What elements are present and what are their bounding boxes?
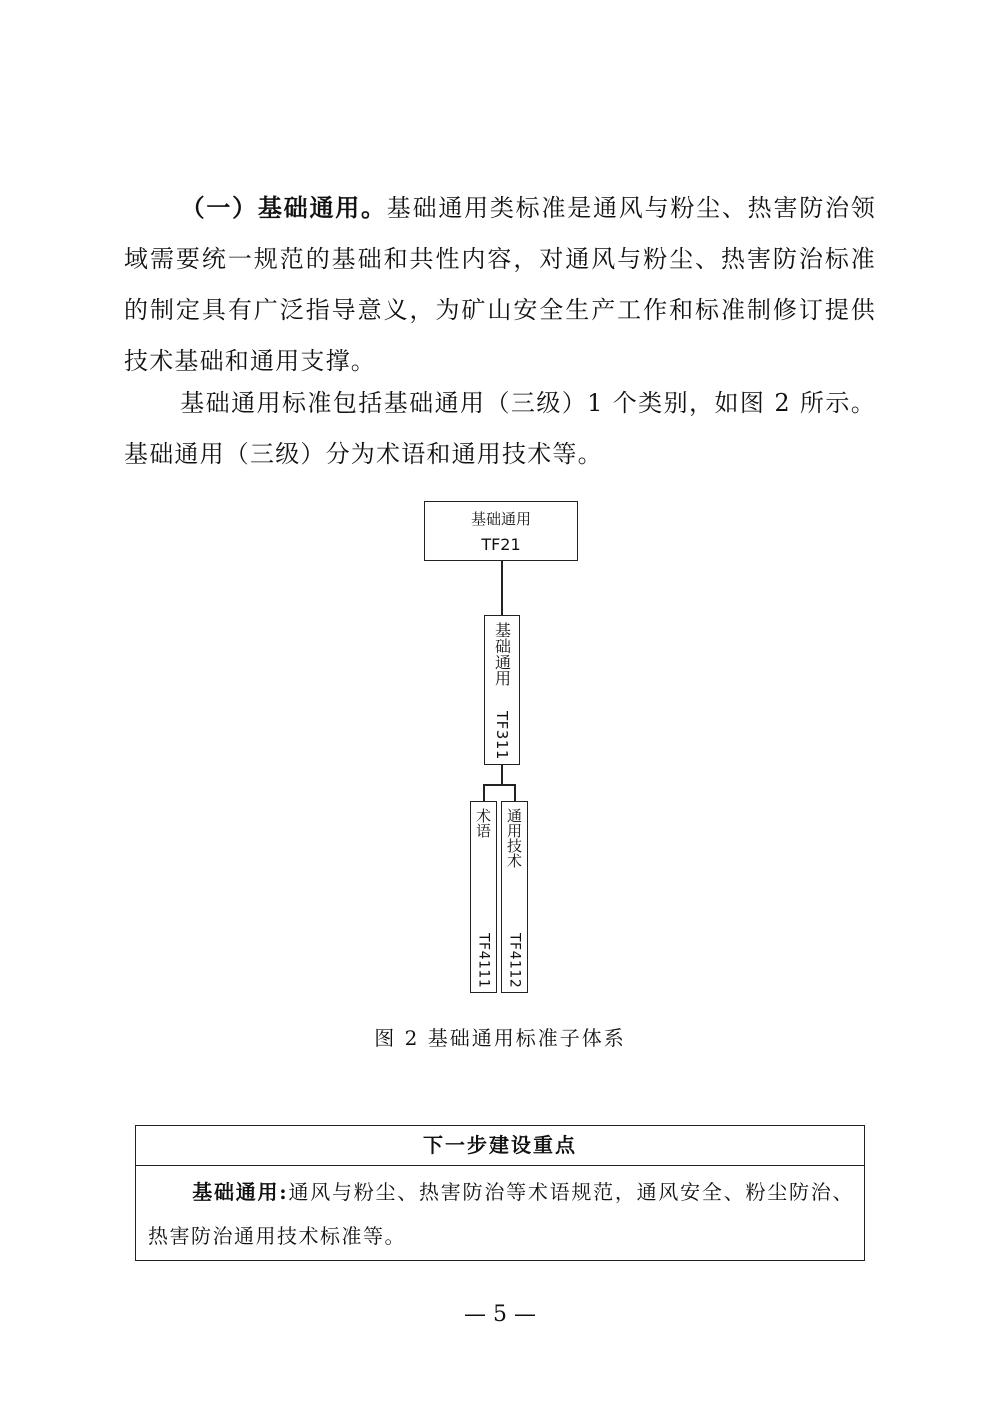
categories-text: 基础通用标准包括基础通用（三级）1 个类别，如图 2 所示。基础通用（三级）分为术语和通用技术等。 <box>124 389 876 468</box>
connector-to-leaf1 <box>483 784 485 801</box>
diagram-leaf-general-technology <box>501 801 528 993</box>
page-number: — 5 — <box>464 1302 536 1327</box>
connector-level3-down <box>501 765 503 785</box>
paragraph-basic-general-intro <box>124 182 876 387</box>
root-node-name: 基础通用 <box>470 510 531 528</box>
connector-horizontal-bar <box>483 784 515 786</box>
focus-box-text: 通风与粉尘、热害防治等术语规范，通风安全、粉尘防治、热害防治通用技术标准等。 <box>148 1180 855 1248</box>
level3-node-code: TF311 <box>493 711 511 760</box>
level3-node-name: 基础通用 <box>492 622 512 686</box>
leaf-terminology-name: 术语 <box>474 808 492 838</box>
diagram-leaf-terminology <box>470 801 497 993</box>
paragraph-basic-general-categories <box>124 378 876 480</box>
diagram-root-node <box>424 501 578 561</box>
leaf-general-technology-code: TF4112 <box>506 932 523 988</box>
diagram-level3-node <box>484 615 520 765</box>
connector-to-leaf2 <box>514 784 516 801</box>
leaf-general-technology-name: 通用技术 <box>505 808 523 868</box>
figure-caption: 图 2 基础通用标准子体系 <box>374 1026 626 1050</box>
focus-box-label: 基础通用: <box>192 1180 289 1204</box>
root-node-code: TF21 <box>481 535 521 554</box>
section-heading-basic-general: （一）基础通用。 <box>180 193 387 222</box>
focus-box-body <box>136 1166 864 1258</box>
leaf-terminology-code: TF4111 <box>475 932 492 988</box>
connector-root-to-level3 <box>501 561 503 615</box>
next-step-focus-box <box>135 1125 865 1261</box>
focus-box-title: 下一步建设重点 <box>136 1126 864 1166</box>
section-body-text: 基础通用类标准是通风与粉尘、热害防治领域需要统一规范的基础和共性内容，对通风与粉尘、热害防治标准的制定具有广泛指导意义，为矿山安全生产工作和标准制修订提供技术基础和通用支撑。 <box>124 194 876 375</box>
